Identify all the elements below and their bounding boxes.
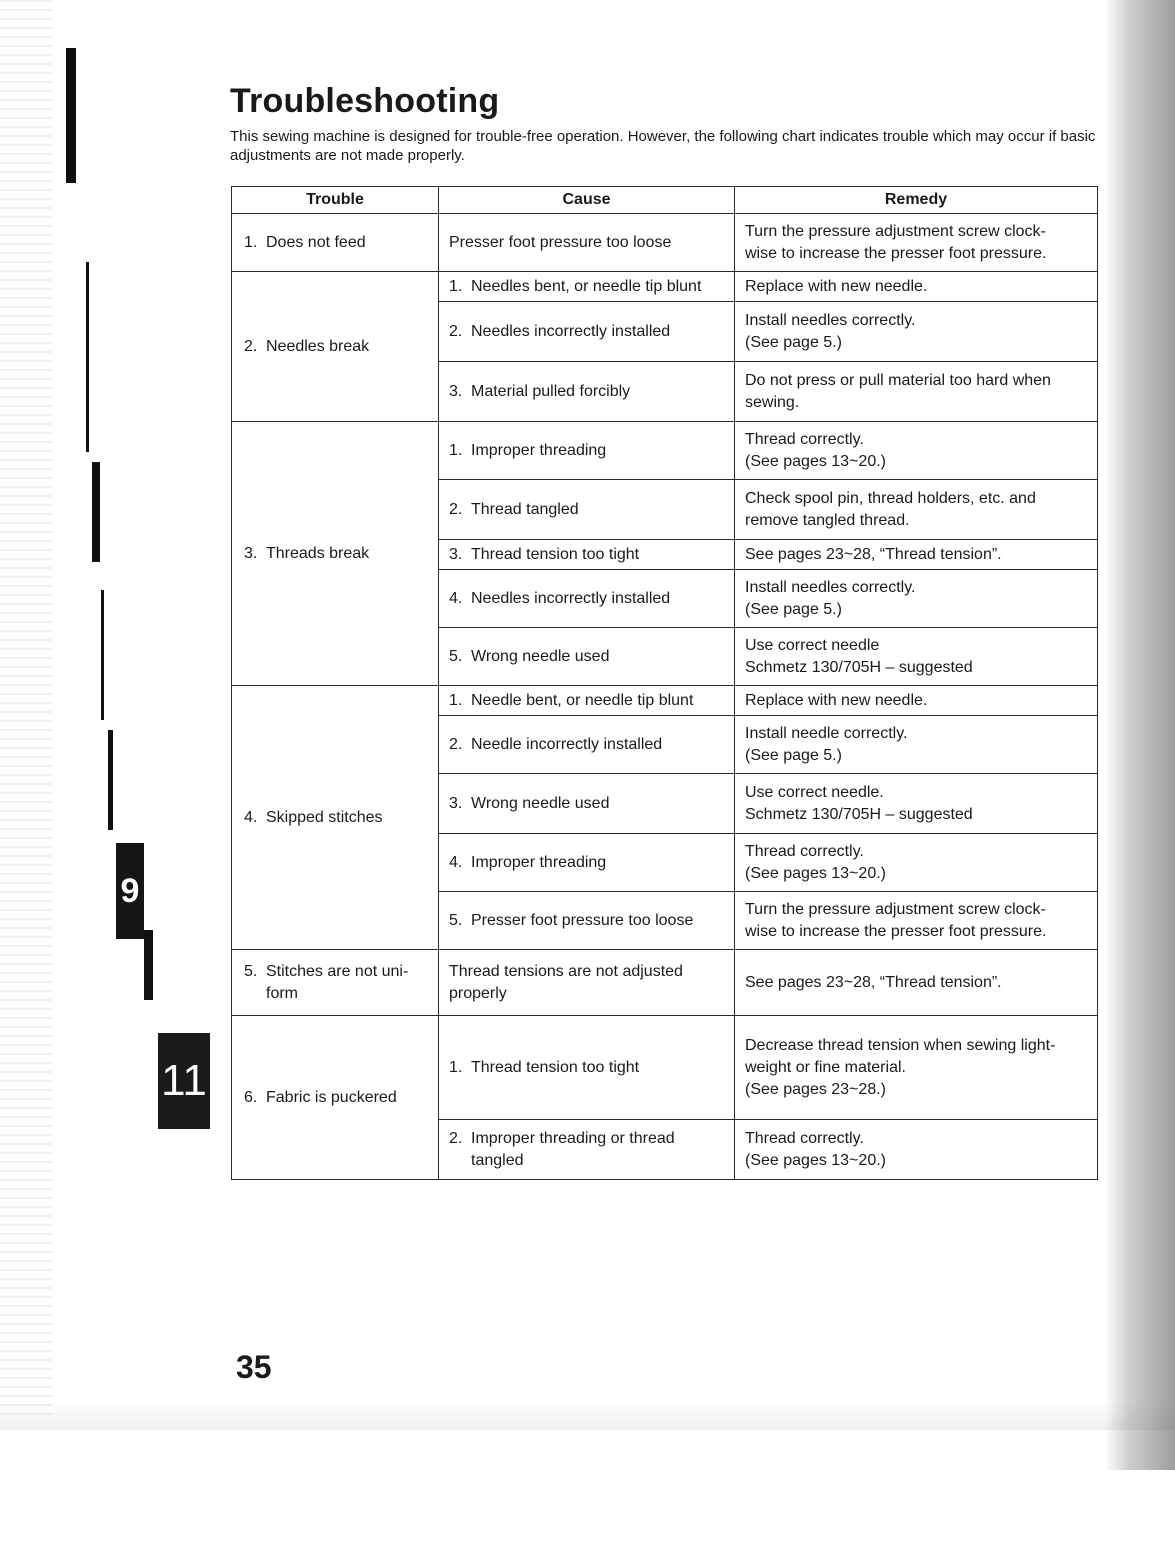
chapter-tab-label: 11 <box>161 1056 207 1105</box>
header-trouble: Trouble <box>232 187 439 214</box>
remedy-cell <box>735 950 1098 1016</box>
cause-text: Material pulled forcibly <box>471 382 631 400</box>
remedy-cell <box>735 716 1098 774</box>
remedy-cell <box>735 480 1098 540</box>
cause-cell <box>439 480 735 540</box>
cause-number: 3. <box>449 545 463 563</box>
remedy-cell <box>735 540 1098 570</box>
trouble-number: 4. <box>244 808 258 826</box>
cause-text: Presser foot pressure too loose <box>471 911 694 929</box>
cause-text: Thread tension too tight <box>471 545 640 563</box>
cause-text: Improper threading <box>471 853 607 871</box>
remedy-line: Schmetz 130/705H – suggested <box>745 805 973 823</box>
binding-mark <box>92 462 100 562</box>
table-header-row <box>232 187 1098 214</box>
remedy-line: (See pages 13~20.) <box>745 1151 886 1169</box>
remedy-cell <box>735 1120 1098 1180</box>
troubleshooting-table <box>231 186 1098 1180</box>
trouble-number: 2. <box>244 337 258 355</box>
remedy-line: (See page 5.) <box>745 333 842 351</box>
cause-cell <box>439 214 735 272</box>
cause-number: 1. <box>449 277 463 295</box>
remedy-line: Thread correctly. <box>745 430 864 448</box>
trouble-number: 5. <box>244 962 258 980</box>
remedy-line: Thread correctly. <box>745 1129 864 1147</box>
remedy-line: (See pages 13~20.) <box>745 864 886 882</box>
remedy-line: Use correct needle <box>745 636 880 654</box>
remedy-line: Install needles correctly. <box>745 578 916 596</box>
binding-mark <box>66 48 76 183</box>
cause-number: 2. <box>449 322 463 340</box>
cause-cell <box>439 686 735 716</box>
table-row <box>232 422 1098 480</box>
trouble-number: 6. <box>244 1088 258 1106</box>
remedy-line: Install needles correctly. <box>745 311 916 329</box>
cause-cell <box>439 362 735 422</box>
table-row <box>232 272 1098 302</box>
remedy-cell <box>735 686 1098 716</box>
table-row <box>232 214 1098 272</box>
remedy-line: Turn the pressure adjustment screw clock- <box>745 222 1046 240</box>
trouble-label: Threads break <box>266 544 370 562</box>
scan-shadow-left <box>0 0 52 1420</box>
remedy-line: weight or fine material. <box>745 1058 906 1076</box>
remedy-line: remove tangled thread. <box>745 511 910 529</box>
remedy-line: Do not press or pull material too hard when <box>745 371 1051 389</box>
remedy-line: (See pages 23~28.) <box>745 1080 886 1098</box>
cause-cell <box>439 834 735 892</box>
remedy-line: (See page 5.) <box>745 746 842 764</box>
trouble-number: 1. <box>244 233 258 251</box>
remedy-line: Schmetz 130/705H – suggested <box>745 658 973 676</box>
table-row <box>232 950 1098 1016</box>
cause-cell <box>439 570 735 628</box>
remedy-line: (See pages 13~20.) <box>745 452 886 470</box>
cause-cell <box>439 540 735 570</box>
remedy-cell <box>735 422 1098 480</box>
chapter-tab-9 <box>116 843 144 939</box>
cause-number: 2. <box>449 735 463 753</box>
remedy-cell <box>735 362 1098 422</box>
remedy-line: Turn the pressure adjustment screw clock- <box>745 900 1046 918</box>
cause-text: Thread tensions are not adjusted properly <box>449 962 683 1002</box>
remedy-line: Check spool pin, thread holders, etc. and <box>745 489 1036 507</box>
cause-text: Needles incorrectly installed <box>471 589 671 607</box>
table-row <box>232 1016 1098 1120</box>
remedy-cell <box>735 628 1098 686</box>
cause-cell <box>439 628 735 686</box>
cause-number: 2. <box>449 1129 463 1147</box>
remedy-cell <box>735 892 1098 950</box>
cause-text: Needles bent, or needle tip blunt <box>471 277 702 295</box>
remedy-line: wise to increase the presser foot pressure. <box>745 244 1047 262</box>
cause-number: 3. <box>449 382 463 400</box>
trouble-label: Does not feed <box>266 233 366 251</box>
cause-cell <box>439 1120 735 1180</box>
page-title: Troubleshooting <box>230 82 500 120</box>
cause-text: Wrong needle used <box>471 794 610 812</box>
cause-text: Needles incorrectly installed <box>471 322 671 340</box>
cause-text: Wrong needle used <box>471 647 610 665</box>
trouble-label: Stitches are not uni- form <box>266 962 409 1002</box>
scan-shadow-right <box>1105 0 1175 1470</box>
trouble-cell <box>232 1016 439 1180</box>
trouble-label: Fabric is puckered <box>266 1088 397 1106</box>
trouble-number: 3. <box>244 544 258 562</box>
cause-number: 1. <box>449 441 463 459</box>
remedy-line: Decrease thread tension when sewing light- <box>745 1036 1056 1054</box>
cause-cell <box>439 1016 735 1120</box>
trouble-cell <box>232 686 439 950</box>
remedy-cell <box>735 272 1098 302</box>
remedy-line: Replace with new needle. <box>745 277 928 295</box>
page-number: 35 <box>236 1349 272 1385</box>
trouble-cell <box>232 214 439 272</box>
header-cause: Cause <box>439 187 735 214</box>
cause-text: Needle incorrectly installed <box>471 735 663 753</box>
remedy-line: sewing. <box>745 393 800 411</box>
cause-cell <box>439 892 735 950</box>
cause-text: Improper threading <box>471 441 607 459</box>
remedy-cell <box>735 570 1098 628</box>
binding-mark <box>101 590 104 720</box>
cause-number: 4. <box>449 589 463 607</box>
remedy-cell <box>735 1016 1098 1120</box>
remedy-cell <box>735 302 1098 362</box>
cause-number: 3. <box>449 794 463 812</box>
cause-number: 1. <box>449 691 463 709</box>
trouble-label: Skipped stitches <box>266 808 383 826</box>
cause-cell <box>439 716 735 774</box>
header-remedy: Remedy <box>735 187 1098 214</box>
cause-cell <box>439 302 735 362</box>
cause-cell <box>439 774 735 834</box>
remedy-line: See pages 23~28, “Thread tension”. <box>745 973 1002 991</box>
remedy-cell <box>735 834 1098 892</box>
remedy-line: Thread correctly. <box>745 842 864 860</box>
cause-cell <box>439 422 735 480</box>
trouble-cell <box>232 950 439 1016</box>
cause-text: Presser foot pressure too loose <box>449 233 672 251</box>
chapter-tab-label: 9 <box>120 872 140 910</box>
cause-number: 2. <box>449 500 463 518</box>
cause-cell <box>439 950 735 1016</box>
trouble-label: Needles break <box>266 337 370 355</box>
cause-number: 5. <box>449 647 463 665</box>
intro-paragraph: This sewing machine is designed for trouble-free operation. However, the following chart indicates trouble which may occur if basic adjustments are not made properly. <box>230 128 1096 164</box>
remedy-line: (See page 5.) <box>745 600 842 618</box>
remedy-cell <box>735 774 1098 834</box>
trouble-cell <box>232 422 439 686</box>
cause-text: Needle bent, or needle tip blunt <box>471 691 694 709</box>
cause-cell <box>439 272 735 302</box>
table-row <box>232 686 1098 716</box>
remedy-line: See pages 23~28, “Thread tension”. <box>745 545 1002 563</box>
cause-number: 4. <box>449 853 463 871</box>
scan-shadow-bottom <box>0 1400 1175 1430</box>
cause-number: 1. <box>449 1058 463 1076</box>
remedy-line: wise to increase the presser foot pressure. <box>745 922 1047 940</box>
remedy-line: Use correct needle. <box>745 783 884 801</box>
cause-text: Improper threading or thread tangled <box>471 1129 675 1169</box>
binding-mark <box>144 930 153 1000</box>
trouble-cell <box>232 272 439 422</box>
binding-mark <box>108 730 113 830</box>
cause-number: 5. <box>449 911 463 929</box>
remedy-line: Replace with new needle. <box>745 691 928 709</box>
cause-text: Thread tangled <box>471 500 579 518</box>
chapter-tab-11 <box>158 1033 210 1129</box>
binding-mark <box>86 262 89 452</box>
remedy-line: Install needle correctly. <box>745 724 908 742</box>
remedy-cell <box>735 214 1098 272</box>
cause-text: Thread tension too tight <box>471 1058 640 1076</box>
